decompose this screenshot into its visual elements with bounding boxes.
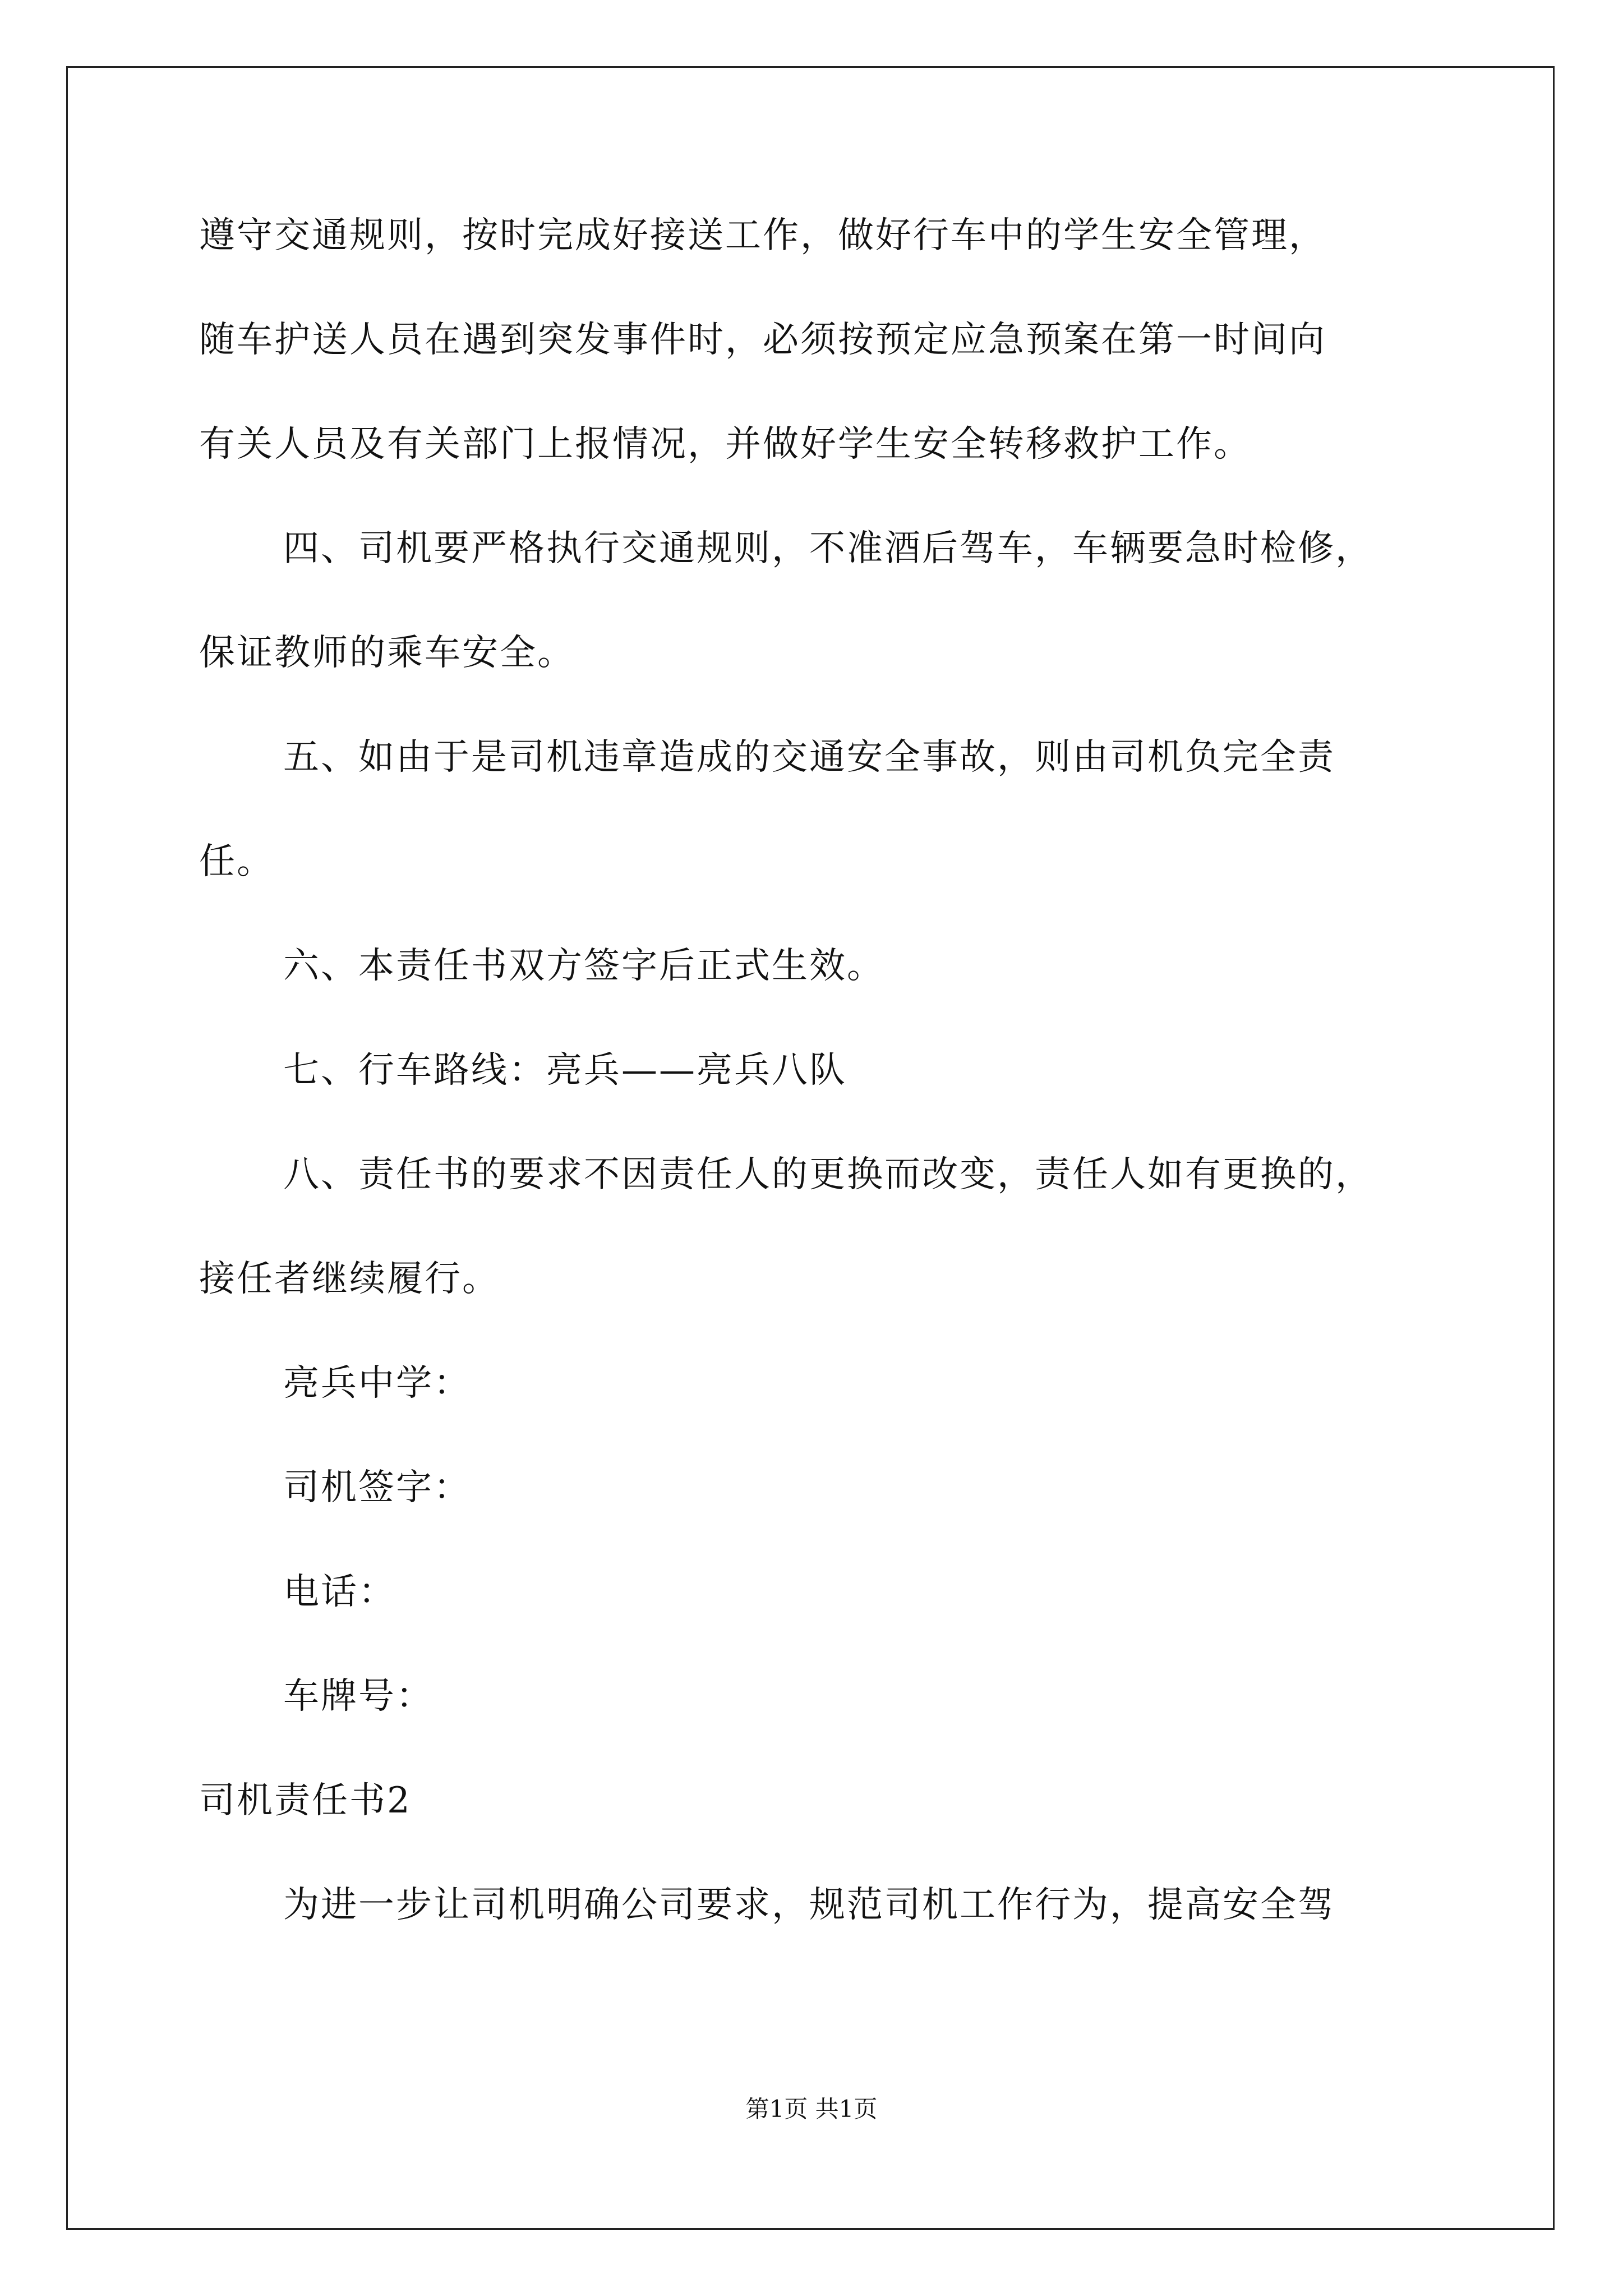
signature-plate: 车牌号： <box>283 1676 434 1717</box>
section-heading: 司机责任书2 <box>199 1780 412 1821</box>
paragraph-1-line-2: 随车护送人员在遇到突发事件时，必须按预定应急预案在第一时间向 <box>199 319 1326 361</box>
signature-phone: 电话： <box>283 1571 396 1613</box>
clause-8-line-1: 八、责任书的要求不因责任人的更换而改变，责任人如有更换的， <box>283 1154 1373 1195</box>
clause-6: 六、本责任书双方签字后正式生效。 <box>283 945 884 987</box>
clause-4-line-1: 四、司机要严格执行交通规则，不准酒后驾车，车辆要急时检修， <box>283 528 1373 569</box>
clause-8-line-2: 接任者继续履行。 <box>199 1258 500 1300</box>
paragraph-1-line-3: 有关人员及有关部门上报情况，并做好学生安全转移救护工作。 <box>199 424 1251 465</box>
clause-5-line-2: 任。 <box>199 841 274 882</box>
page-footer: 第1页 共1页 <box>745 2095 878 2123</box>
paragraph-1-line-1: 遵守交通规则，按时完成好接送工作，做好行车中的学生安全管理， <box>199 215 1326 256</box>
clause-5-line-1: 五、如由于是司机违章造成的交通安全事故，则由司机负完全责 <box>283 737 1335 778</box>
clause-4-line-2: 保证教师的乘车安全。 <box>199 632 575 674</box>
signature-driver: 司机签字： <box>283 1467 471 1508</box>
paragraph-intro: 为进一步让司机明确公司要求，规范司机工作行为，提高安全驾 <box>283 1884 1335 1926</box>
signature-school: 亮兵中学： <box>283 1363 471 1404</box>
clause-7-route: 七、行车路线：亮兵——亮兵八队 <box>283 1050 847 1091</box>
